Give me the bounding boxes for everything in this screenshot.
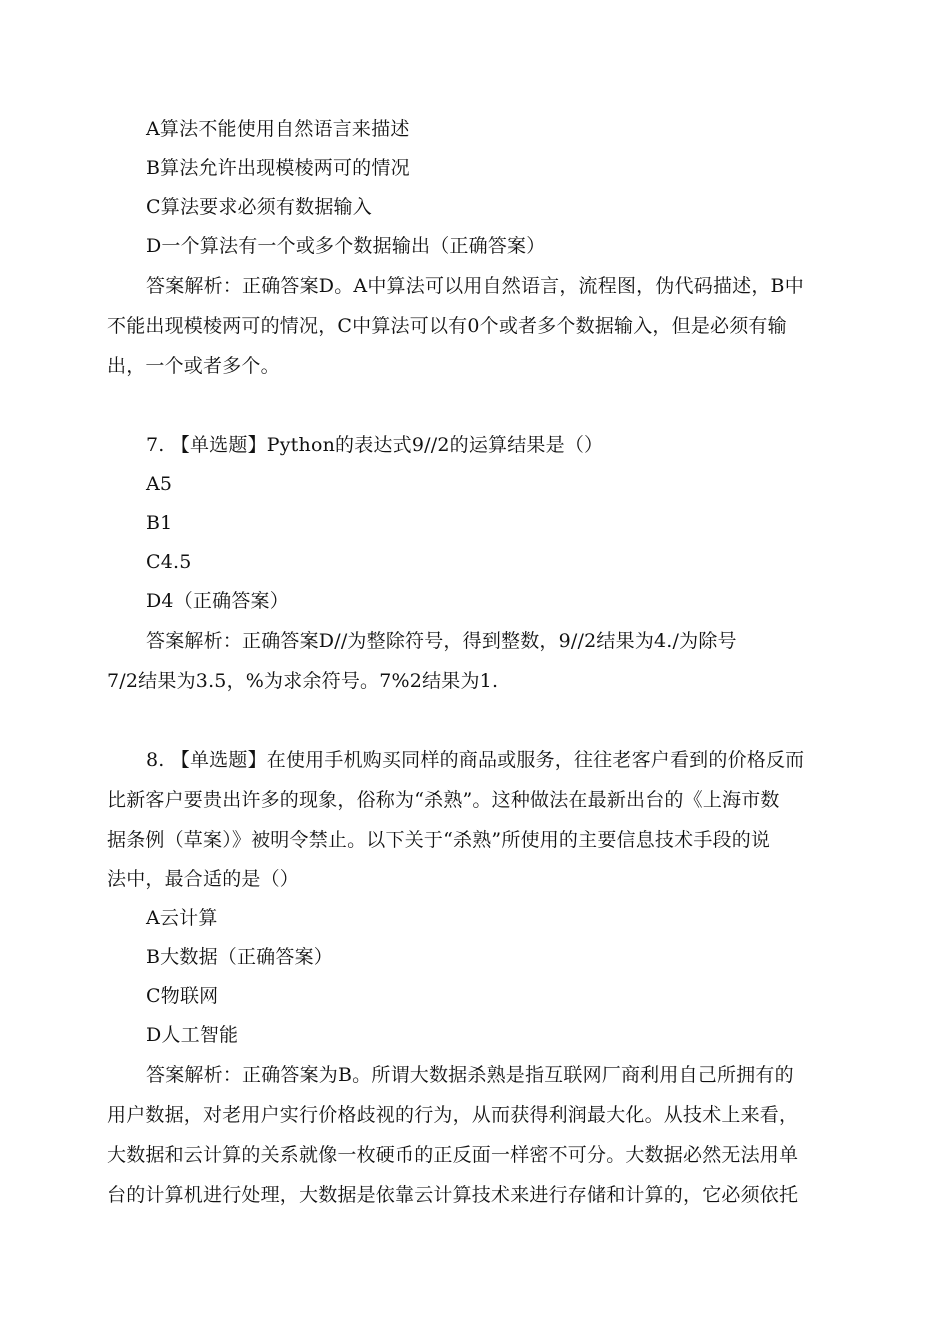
q7-option-d: D4（正确答案）: [146, 590, 289, 612]
q6-option-c: C算法要求必须有数据输入: [146, 196, 372, 218]
q8-option-a: A云计算: [146, 907, 218, 929]
q6-analysis-line-3: 出，一个或者多个。: [107, 355, 280, 377]
q7-question: 7. 【单选题】Python的表达式9//2的运算结果是（）: [146, 434, 604, 456]
q6-option-b: B算法允许出现模棱两可的情况: [146, 157, 410, 179]
q8-analysis-line-2: 用户数据，对老用户实行价格歧视的行为，从而获得利润最大化。从技术上来看，: [107, 1104, 799, 1126]
q6-analysis-line-1: 答案解析：正确答案D。A中算法可以用自然语言，流程图，伪代码描述，B中: [146, 275, 804, 297]
q8-question-line-3: 据条例（草案）》被明令禁止。以下关于“杀熟”所使用的主要信息技术手段的说: [107, 829, 771, 851]
q6-analysis-line-2: 不能出现模棱两可的情况，C中算法可以有0个或者多个数据输入，但是必须有输: [107, 315, 787, 337]
q8-question-line-1: 8. 【单选题】在使用手机购买同样的商品或服务，往往老客户看到的价格反而: [146, 749, 805, 771]
q8-question-line-4: 法中，最合适的是（）: [107, 868, 300, 890]
q6-option-a: A算法不能使用自然语言来描述: [146, 118, 410, 140]
q8-option-b: B大数据（正确答案）: [146, 946, 333, 968]
q8-analysis-line-1: 答案解析：正确答案为B。所谓大数据杀熟是指互联网厂商利用自己所拥有的: [146, 1064, 794, 1086]
q8-question-line-2: 比新客户要贵出许多的现象，俗称为“杀熟”。这种做法在最新出台的《上海市数: [107, 789, 780, 811]
q7-option-b: B1: [146, 512, 173, 534]
q8-analysis-line-4: 台的计算机进行处理，大数据是依靠云计算技术来进行存储和计算的，它必须依托: [107, 1184, 799, 1206]
q6-option-d: D一个算法有一个或多个数据输出（正确答案）: [146, 235, 546, 257]
q7-analysis-line-2: 7/2结果为3.5，%为求余符号。7%2结果为1.: [107, 670, 499, 692]
q7-option-a: A5: [146, 473, 173, 495]
q7-option-c: C4.5: [146, 551, 192, 573]
q8-analysis-line-3: 大数据和云计算的关系就像一枚硬币的正反面一样密不可分。大数据必然无法用单: [107, 1144, 799, 1166]
q7-analysis-line-1: 答案解析：正确答案D//为整除符号，得到整数，9//2结果为4./为除号: [146, 630, 737, 652]
q8-option-d: D人工智能: [146, 1024, 239, 1046]
q8-option-c: C物联网: [146, 985, 219, 1007]
